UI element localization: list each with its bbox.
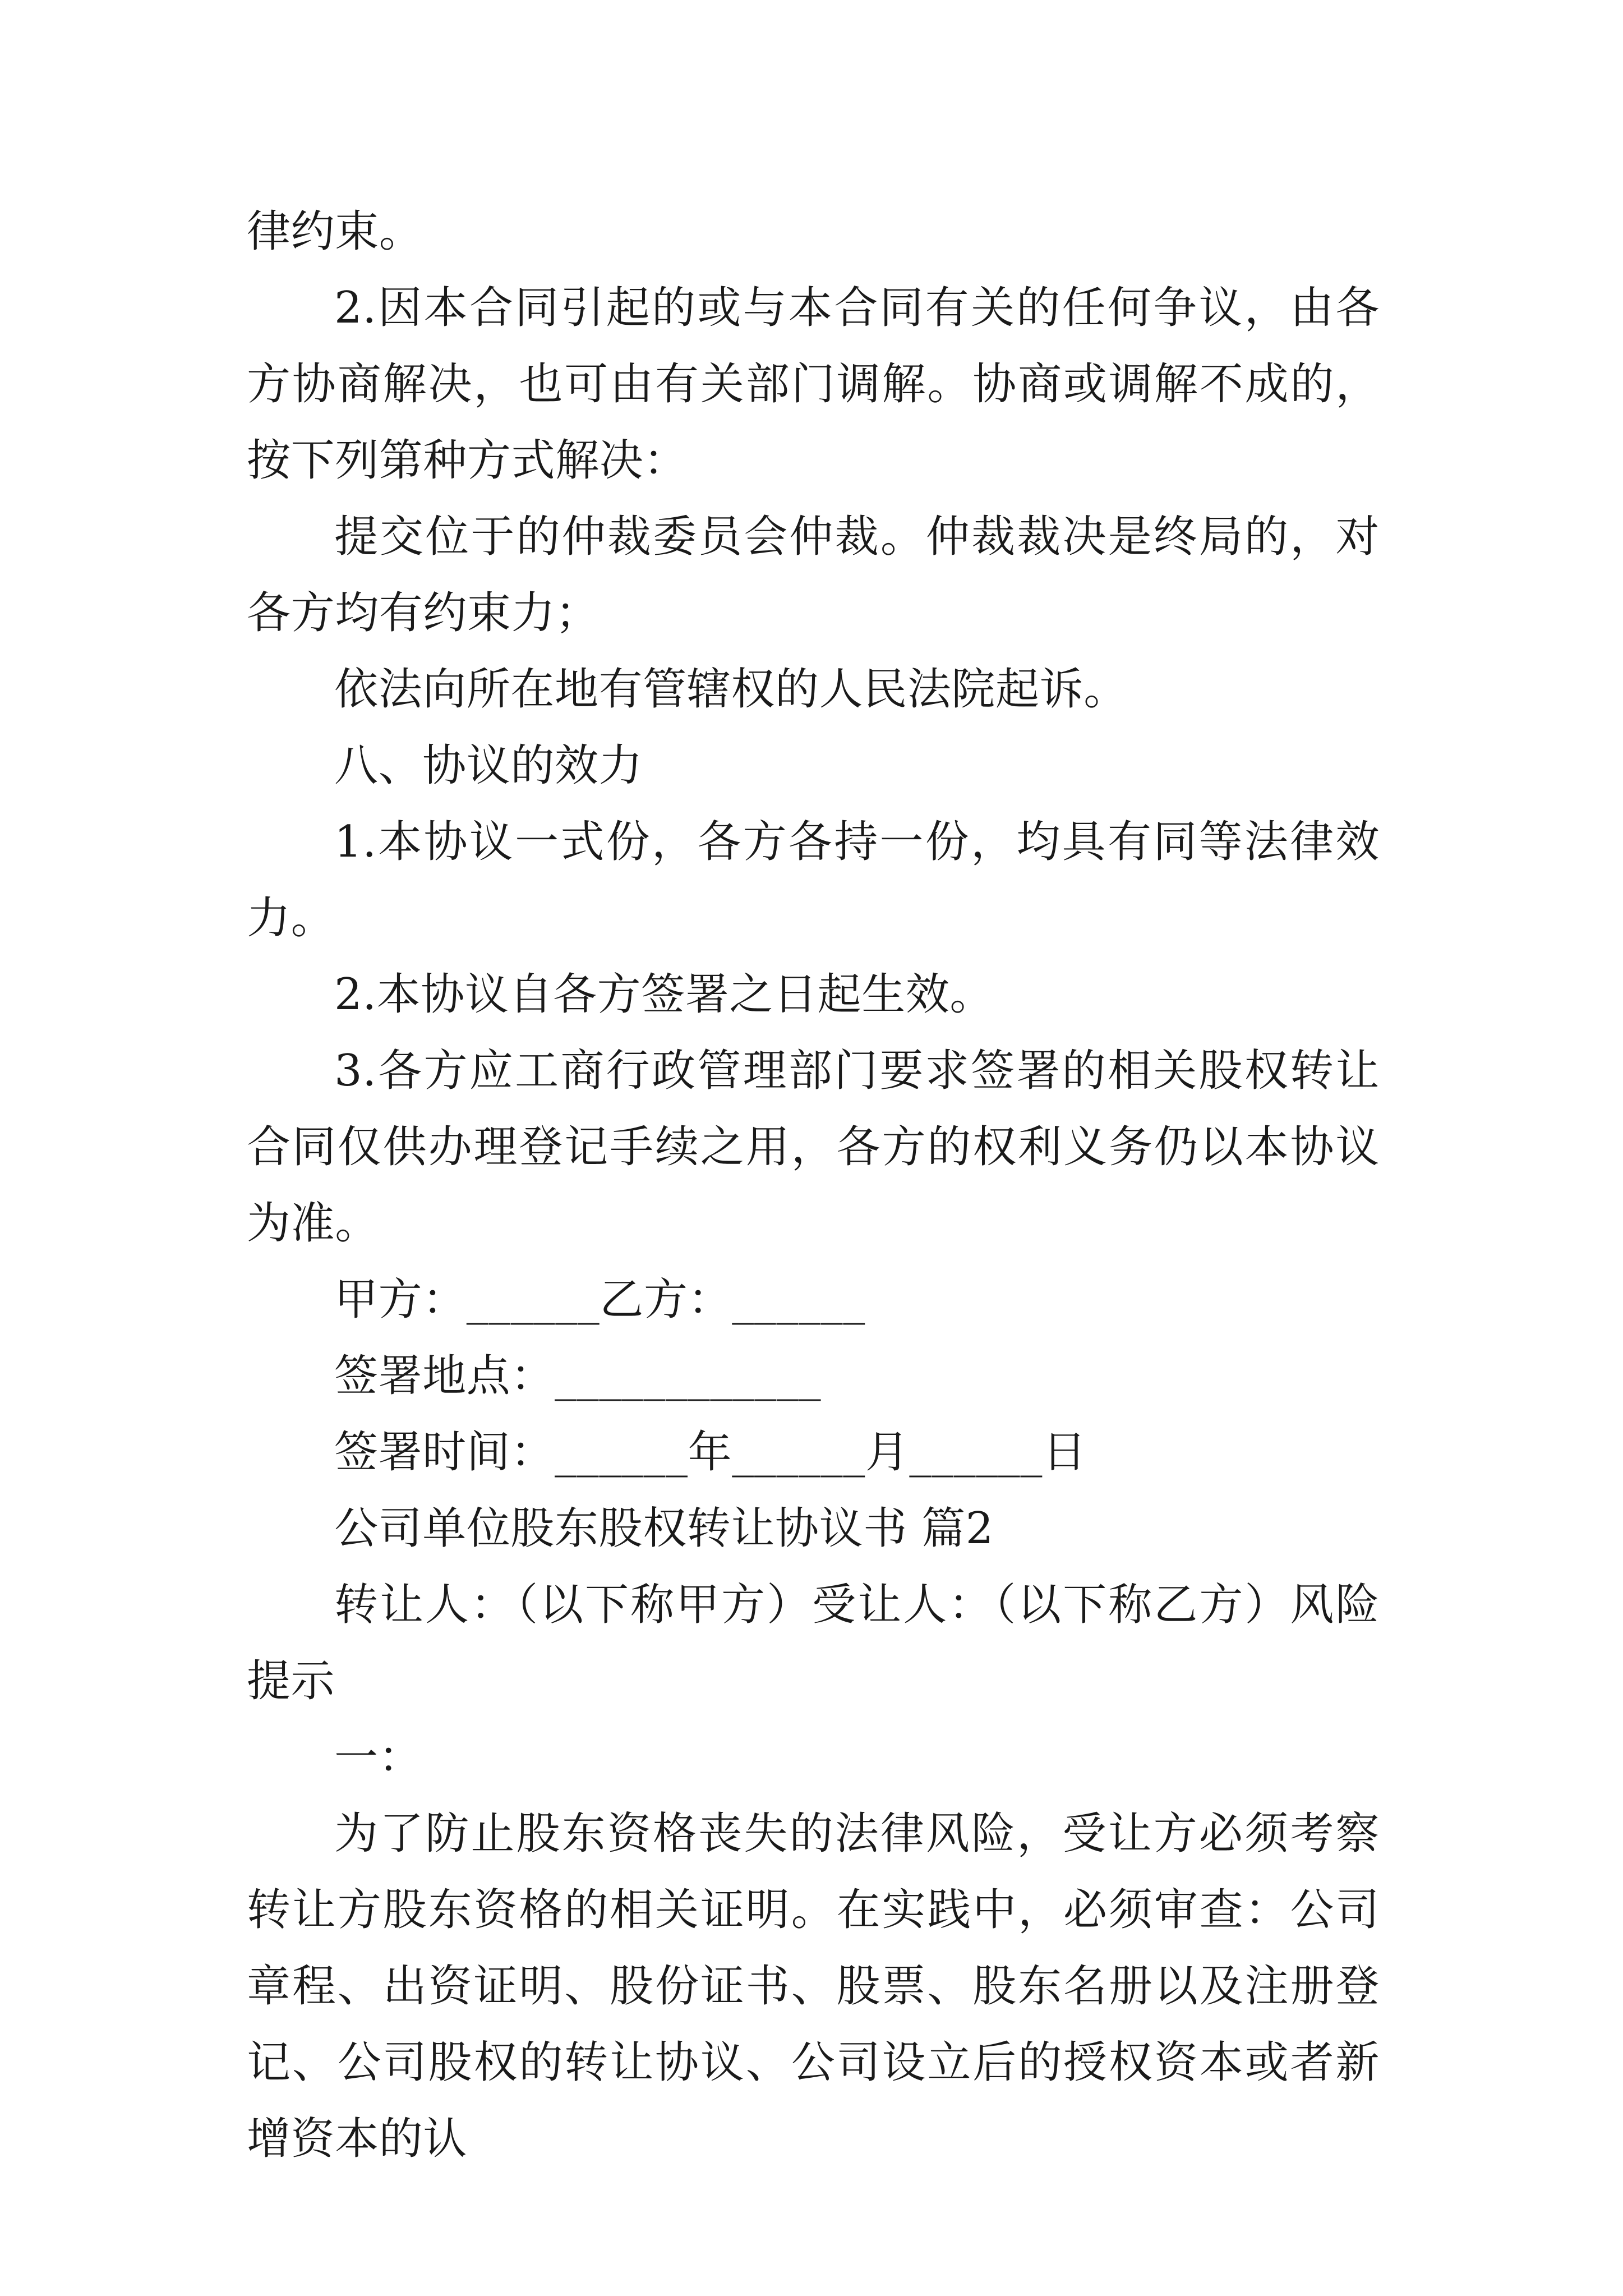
signature-date-line: 签署时间：______年______月______日 (334, 1427, 1087, 1478)
signature-parties-line: 甲方：______乙方：______ (334, 1274, 865, 1325)
paragraph-registration-contract: 3.各方应工商行政管理部门要求签署的相关股权转让合同仅供办理登记手续之用，各方的权利义务仍以本协议为准。 (247, 1046, 1380, 1249)
document-body (247, 194, 1380, 2177)
section-heading-effectiveness: 八、协议的效力 (334, 740, 643, 791)
paragraph-dispute-resolution: 2.因本合同引起的或与本合同有关的任何争议，由各方协商解决，也可由有关部门调解。协商或调解不成的，按下列第种方式解决： (247, 283, 1380, 486)
document-section-title: 公司单位股东股权转让协议书 篇2 (334, 1503, 994, 1554)
risk-item-one-label: 一： (334, 1732, 423, 1783)
paragraph-litigation-option: 依法向所在地有管辖权的人民法院起诉。 (334, 664, 1128, 715)
paragraph-shareholder-qualification: 为了防止股东资格丧失的法律风险，受让方必须考察转让方股东资格的相关证明。在实践中，必须审查：公司章程、出资证明、股份证书、股票、股东名册以及注册登记、公司股权的转让协议、公司设立后的授权资本或者新增资本的认 (247, 1809, 1380, 2164)
paragraph-parties-risk: 转让人：（以下称甲方）受让人：（以下称乙方）风险提示 (247, 1580, 1380, 1706)
paragraph-continuation: 律约束。 (247, 206, 423, 257)
paragraph-copies: 1.本协议一式份，各方各持一份，均具有同等法律效力。 (247, 817, 1380, 944)
paragraph-effective-date: 2.本协议自各方签署之日起生效。 (334, 969, 994, 1020)
paragraph-arbitration-option: 提交位于的仲裁委员会仲裁。仲裁裁决是终局的，对各方均有约束力； (247, 512, 1380, 638)
signature-place-line: 签署地点：____________ (334, 1351, 822, 1401)
